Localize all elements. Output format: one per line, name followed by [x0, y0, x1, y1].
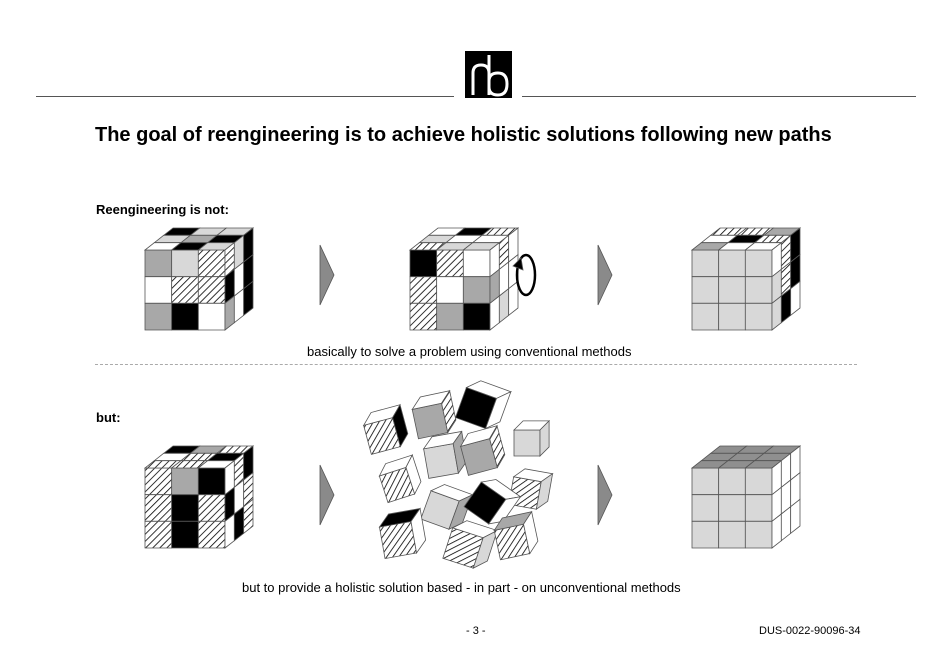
cube-front-cell: [719, 468, 746, 495]
cube-front-cell: [198, 277, 225, 304]
arrow-4: [598, 465, 612, 525]
cube-front-cell: [719, 495, 746, 522]
scattered-cube: [378, 508, 428, 558]
cube-front-cell: [745, 468, 772, 495]
arrow-icon: [320, 465, 334, 525]
cube-front-cell: [172, 521, 199, 548]
cube-front-cell: [719, 521, 746, 548]
scattered-cube: [410, 391, 458, 439]
scattered-cube: [422, 431, 469, 478]
cube-front-cell: [745, 250, 772, 277]
cube-front-cell: [172, 303, 199, 330]
cube-front-cell: [719, 277, 746, 304]
section-but-label: but:: [96, 410, 121, 425]
cube-front-cell: [145, 250, 172, 277]
cube-front-cell: [745, 277, 772, 304]
cube-front-cell: [692, 250, 719, 277]
page-number: - 3 -: [466, 625, 486, 637]
cube-front-cell: [198, 495, 225, 522]
cube-solved: [692, 446, 800, 548]
cube-front-cell: [463, 303, 490, 330]
arrow-1: [320, 245, 334, 305]
document-id: DUS-0022-90096-34: [759, 625, 861, 637]
cube-scrambled-1: [145, 228, 253, 330]
cube-front-cell: [198, 303, 225, 330]
cube-front-cell: [463, 277, 490, 304]
scattered-cube: [458, 426, 508, 476]
cube-front-cell: [198, 468, 225, 495]
cube-front-cell: [692, 303, 719, 330]
arrow-3: [320, 465, 334, 525]
cube-conventional-turn: [410, 228, 518, 330]
scattered-cubes: [361, 377, 553, 572]
cube-front-cell: [410, 250, 437, 277]
cube-front-cell: [172, 277, 199, 304]
cube-front-cell: [172, 250, 199, 277]
cube-front-cell: [172, 468, 199, 495]
cube-front-cell: [745, 495, 772, 522]
small-cube-front: [424, 444, 459, 479]
section-but-caption: but to provide a holistic solution based - in part - on unconventional methods: [242, 580, 681, 595]
arrow-icon: [598, 465, 612, 525]
cube-front-cell: [145, 303, 172, 330]
small-cube-front: [379, 521, 416, 558]
cube-front-cell: [145, 468, 172, 495]
cube-front-cell: [692, 495, 719, 522]
cube-front-cell: [145, 495, 172, 522]
cube-front-cell: [145, 521, 172, 548]
cube-front-cell: [198, 250, 225, 277]
scattered-cube: [514, 421, 549, 456]
cube-front-cell: [410, 303, 437, 330]
arrow-icon: [320, 245, 334, 305]
section-not-caption: basically to solve a problem using conventional methods: [307, 344, 632, 359]
cube-front-cell: [719, 303, 746, 330]
cube-front-cell: [692, 521, 719, 548]
cube-front-cell: [463, 250, 490, 277]
cube-front-cell: [145, 277, 172, 304]
cube-scrambled-2: [145, 446, 253, 548]
cube-front-cell: [719, 250, 746, 277]
cube-front-cell: [745, 521, 772, 548]
cube-front-cell: [437, 250, 464, 277]
cube-front-cell: [692, 277, 719, 304]
arrow-2: [598, 245, 612, 305]
small-cube-front: [514, 430, 540, 456]
cube-front-cell: [410, 277, 437, 304]
cube-front-cell: [198, 521, 225, 548]
cube-front-cell: [437, 277, 464, 304]
scattered-cube: [376, 455, 424, 503]
page-title: The goal of reengineering is to achieve holistic solutions following new paths: [95, 124, 832, 146]
arrow-icon: [598, 245, 612, 305]
cube-front-cell: [692, 468, 719, 495]
cube-front-cell: [172, 495, 199, 522]
section-not-label: Reengineering is not:: [96, 202, 229, 217]
cube-front-cell: [745, 303, 772, 330]
scattered-cube: [361, 405, 411, 455]
scattered-cube: [455, 377, 510, 432]
cube-front-cell: [437, 303, 464, 330]
cube-partly-solved: [692, 228, 800, 330]
